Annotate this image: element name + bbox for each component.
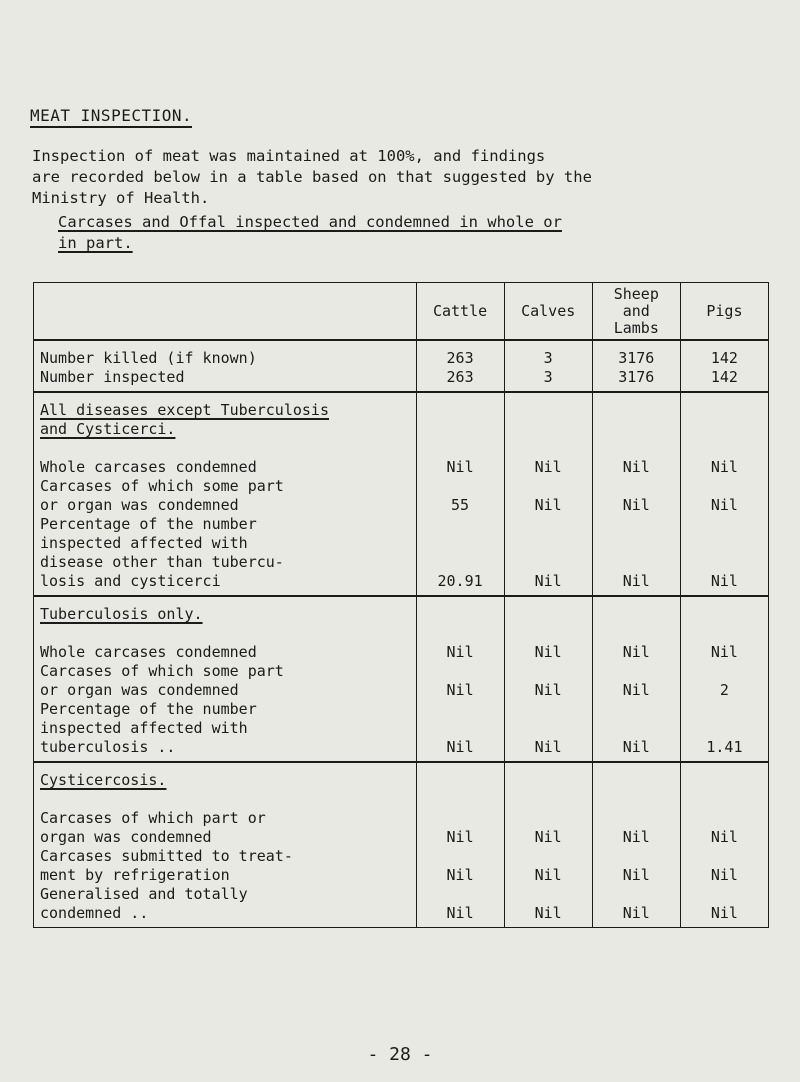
value-cell (680, 392, 768, 596)
header-calves: Calves (504, 283, 592, 341)
value-line (505, 847, 592, 866)
value-line: Nil (446, 738, 474, 756)
section-label-line: Percentage of the number (40, 515, 257, 533)
value-line: 20.91 (437, 572, 483, 590)
value-line (681, 477, 768, 496)
intro-line: Ministry of Health. (32, 189, 210, 207)
value-line: Nil (534, 904, 562, 922)
value-line: 263 (446, 349, 474, 367)
value-line: 1.41 (706, 738, 743, 756)
table-section-row (34, 340, 769, 392)
value-line: Nil (446, 458, 474, 476)
subheading-line: in part. (58, 234, 133, 252)
section-label-line: Number killed (if known) (40, 349, 257, 367)
section-label-line: and Cysticerci. (40, 420, 176, 438)
value-line (417, 771, 504, 790)
value-line: Nil (710, 643, 738, 661)
value-line (593, 624, 680, 643)
value-line (417, 401, 504, 420)
value-line (681, 420, 768, 439)
value-cell (680, 762, 768, 928)
table-header-row (34, 283, 769, 341)
value-line: 3 (543, 368, 553, 386)
value-line (593, 534, 680, 553)
value-line: 263 (446, 368, 474, 386)
value-line (593, 401, 680, 420)
section-label-line: Percentage of the number (40, 700, 257, 718)
value-line: Nil (622, 572, 650, 590)
value-line: Nil (534, 572, 562, 590)
value-line (505, 809, 592, 828)
value-line (505, 477, 592, 496)
subheading-line: Carcases and Offal inspected and condemned in whole or (58, 213, 562, 231)
section-label-line: Generalised and totally (40, 885, 248, 903)
value-line (417, 662, 504, 681)
value-cell (416, 596, 504, 762)
value-line (417, 515, 504, 534)
value-line: Nil (446, 681, 474, 699)
value-line (681, 885, 768, 904)
value-cell (592, 596, 680, 762)
value-line (417, 420, 504, 439)
value-cell (680, 596, 768, 762)
section-label-line: inspected affected with (40, 534, 248, 552)
value-line: Nil (622, 496, 650, 514)
section-label-cell (34, 392, 417, 596)
value-line: 55 (451, 496, 470, 514)
section-label-line: inspected affected with (40, 719, 248, 737)
value-line (681, 553, 768, 572)
value-line (681, 401, 768, 420)
value-line (681, 662, 768, 681)
header-pigs: Pigs (680, 283, 768, 341)
value-cell (416, 392, 504, 596)
section-label-line: Carcases of which some part (40, 662, 284, 680)
page-number: - 28 - (367, 1044, 433, 1065)
value-line (417, 790, 504, 809)
value-line: Nil (622, 738, 650, 756)
section-label-line (40, 790, 408, 809)
value-line (505, 534, 592, 553)
value-line (417, 700, 504, 719)
section-label-line (40, 439, 408, 458)
value-line: Nil (446, 828, 474, 846)
value-line: Nil (534, 496, 562, 514)
value-line: Nil (446, 643, 474, 661)
value-line (505, 719, 592, 738)
table-subheading (58, 212, 738, 254)
value-line: Nil (622, 828, 650, 846)
value-line (593, 439, 680, 458)
value-line: Nil (622, 866, 650, 884)
value-line (681, 439, 768, 458)
section-label-cell (34, 340, 417, 392)
value-cell (680, 340, 768, 392)
value-line (505, 790, 592, 809)
section-label-line: or organ was condemned (40, 496, 239, 514)
table-section-row (34, 762, 769, 928)
value-line (681, 624, 768, 643)
value-line (593, 515, 680, 534)
value-line: Nil (534, 643, 562, 661)
value-line (417, 719, 504, 738)
value-line: Nil (534, 828, 562, 846)
value-line (593, 605, 680, 624)
value-line (593, 809, 680, 828)
header-sheep-and-lambs (592, 283, 680, 341)
section-label-line: Carcases of which part or (40, 809, 266, 827)
value-line (593, 420, 680, 439)
section-label-line: Whole carcases condemned (40, 643, 257, 661)
section-label-line: losis and cysticerci (40, 572, 221, 590)
value-line (505, 662, 592, 681)
value-cell (416, 762, 504, 928)
value-line (593, 719, 680, 738)
section-label-line: Tuberculosis only. (40, 605, 203, 623)
section-label-line: tuberculosis .. (40, 738, 176, 756)
section-label-line: Number inspected (40, 368, 185, 386)
intro-paragraph (32, 146, 772, 209)
value-line: Nil (710, 904, 738, 922)
value-line: Nil (710, 458, 738, 476)
value-line (417, 439, 504, 458)
header-cattle: Cattle (416, 283, 504, 341)
value-line (505, 605, 592, 624)
value-line (505, 553, 592, 572)
value-cell (592, 340, 680, 392)
value-line (681, 534, 768, 553)
value-line: Nil (710, 572, 738, 590)
value-cell (504, 392, 592, 596)
value-cell (504, 596, 592, 762)
section-label-cell (34, 596, 417, 762)
value-cell (504, 762, 592, 928)
value-line: Nil (710, 828, 738, 846)
section-label-line (40, 624, 408, 643)
value-cell (592, 392, 680, 596)
value-line: Nil (446, 904, 474, 922)
section-label-line: All diseases except Tuberculosis (40, 401, 329, 419)
header-blank (34, 283, 417, 341)
value-line (593, 553, 680, 572)
value-line: Nil (534, 681, 562, 699)
section-label-line: Carcases of which some part (40, 477, 284, 495)
value-line (593, 662, 680, 681)
value-line (681, 790, 768, 809)
header-sheep-label: Sheep and Lambs (613, 284, 659, 337)
value-line (417, 885, 504, 904)
value-cell (592, 762, 680, 928)
value-line (505, 515, 592, 534)
value-line (505, 439, 592, 458)
value-line: Nil (622, 643, 650, 661)
value-line (417, 624, 504, 643)
value-line (681, 515, 768, 534)
value-line: 142 (710, 368, 738, 386)
section-label-line: disease other than tubercu- (40, 553, 284, 571)
page-heading: MEAT INSPECTION. (30, 106, 192, 128)
value-line: Nil (622, 458, 650, 476)
value-line: 2 (719, 681, 729, 699)
intro-line: Inspection of meat was maintained at 100%, and findings (32, 147, 546, 165)
value-line (681, 847, 768, 866)
value-line (681, 771, 768, 790)
value-line: Nil (622, 904, 650, 922)
section-label-line: Cysticercosis. (40, 771, 167, 789)
value-line (593, 790, 680, 809)
value-line: 3176 (618, 349, 655, 367)
value-line (593, 847, 680, 866)
value-line (505, 624, 592, 643)
value-line: 3176 (618, 368, 655, 386)
section-label-line: ment by refrigeration (40, 866, 230, 884)
value-line (417, 553, 504, 572)
value-line (681, 809, 768, 828)
value-line (593, 885, 680, 904)
value-line: Nil (534, 458, 562, 476)
value-cell (504, 340, 592, 392)
value-line (505, 401, 592, 420)
value-line (505, 700, 592, 719)
intro-line: are recorded below in a table based on that suggested by the (32, 168, 592, 186)
inspection-table (33, 282, 769, 928)
value-line (593, 771, 680, 790)
value-line (505, 771, 592, 790)
value-line: Nil (622, 681, 650, 699)
value-line (417, 477, 504, 496)
value-line (417, 809, 504, 828)
value-line: Nil (534, 866, 562, 884)
table-section-row (34, 596, 769, 762)
section-label-line: organ was condemned (40, 828, 212, 846)
value-line (681, 700, 768, 719)
value-line: Nil (710, 496, 738, 514)
section-label-line: Carcases submitted to treat- (40, 847, 293, 865)
section-label-cell (34, 762, 417, 928)
value-line: 3 (543, 349, 553, 367)
value-line: Nil (446, 866, 474, 884)
value-line (417, 605, 504, 624)
value-cell (416, 340, 504, 392)
value-line: 142 (710, 349, 738, 367)
value-line (417, 847, 504, 866)
value-line: Nil (534, 738, 562, 756)
value-line (505, 420, 592, 439)
section-label-line: or organ was condemned (40, 681, 239, 699)
value-line (505, 885, 592, 904)
value-line (681, 605, 768, 624)
section-label-line: Whole carcases condemned (40, 458, 257, 476)
value-line (593, 477, 680, 496)
value-line (681, 719, 768, 738)
value-line (417, 534, 504, 553)
value-line (593, 700, 680, 719)
section-label-line: condemned .. (40, 904, 149, 922)
table-section-row (34, 392, 769, 596)
value-line: Nil (710, 866, 738, 884)
